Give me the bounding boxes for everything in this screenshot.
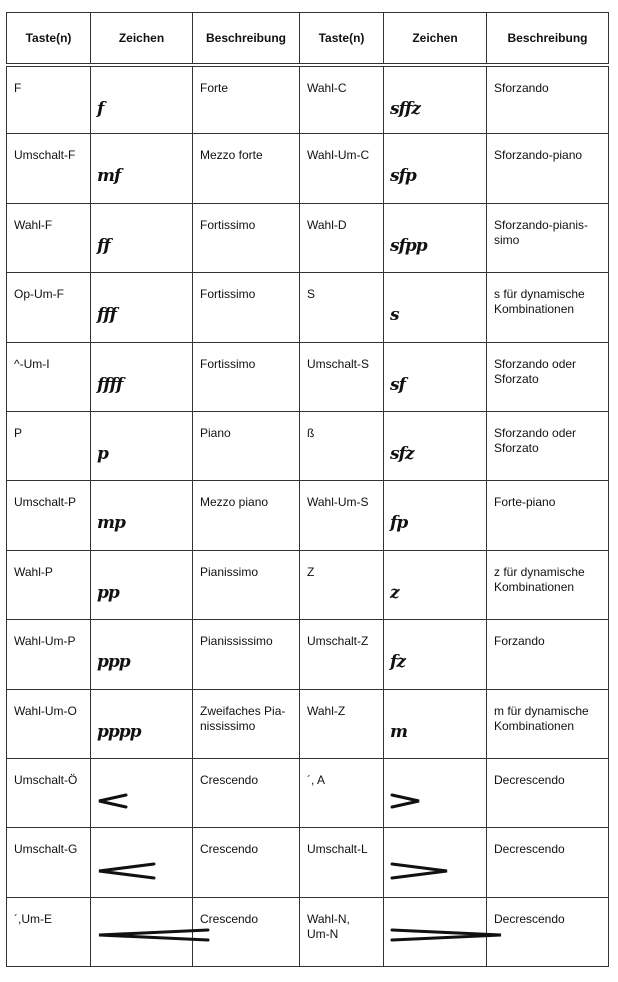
header-description: Beschreibung bbox=[193, 13, 300, 65]
description-cell bbox=[487, 550, 609, 619]
description-cell-text: Pianississimo bbox=[200, 634, 273, 649]
key-cell-text: ´, A bbox=[307, 772, 326, 787]
description-cell-text: m für dynamische Kombinationen bbox=[494, 703, 589, 733]
key-cell bbox=[300, 273, 384, 342]
table-row bbox=[7, 828, 609, 897]
symbol-cell bbox=[384, 134, 487, 203]
key-cell bbox=[7, 481, 91, 550]
key-cell bbox=[300, 758, 384, 827]
symbol-cell bbox=[91, 134, 193, 203]
description-cell-text: Decrescendo bbox=[494, 842, 565, 857]
table-row bbox=[7, 65, 609, 134]
dynamic-mark-icon: ppp bbox=[97, 652, 130, 673]
key-cell-text: S bbox=[307, 287, 316, 302]
description-cell bbox=[193, 273, 300, 342]
description-cell-text: Sforzando-piano bbox=[494, 148, 583, 163]
table-row bbox=[7, 342, 609, 411]
description-cell-text: z für dynamische Kombinationen bbox=[494, 564, 585, 594]
dynamic-mark-icon: p bbox=[97, 443, 108, 464]
dynamic-mark-icon: sfpp bbox=[390, 235, 427, 256]
description-cell-text: Sforzando-pianis- simo bbox=[494, 217, 589, 247]
key-cell-text: P bbox=[14, 425, 23, 440]
description-cell-text: Mezzo piano bbox=[200, 495, 269, 510]
key-cell bbox=[7, 342, 91, 411]
key-cell bbox=[300, 897, 384, 966]
symbol-cell bbox=[384, 897, 487, 966]
description-cell bbox=[487, 342, 609, 411]
key-cell bbox=[7, 134, 91, 203]
description-cell bbox=[193, 134, 300, 203]
table-row bbox=[7, 273, 609, 342]
symbol-cell bbox=[91, 550, 193, 619]
description-cell-text: Forte bbox=[200, 80, 229, 95]
symbol-cell bbox=[91, 620, 193, 689]
key-cell-text: Wahl-Um-O bbox=[14, 703, 77, 718]
dynamic-mark-icon: s bbox=[390, 305, 399, 326]
symbol-cell bbox=[91, 481, 193, 550]
key-cell-text: Umschalt-F bbox=[14, 148, 76, 163]
symbol-cell bbox=[384, 411, 487, 480]
key-cell bbox=[300, 481, 384, 550]
dynamic-mark-icon: fz bbox=[390, 652, 405, 673]
crescendo-hairpin-icon bbox=[97, 928, 211, 942]
symbol-cell bbox=[384, 481, 487, 550]
symbol-cell bbox=[91, 411, 193, 480]
description-cell-text: Crescendo bbox=[200, 772, 259, 787]
key-cell bbox=[7, 411, 91, 480]
table-row bbox=[7, 897, 609, 966]
key-cell bbox=[300, 65, 384, 134]
key-cell-text: ´,Um-E bbox=[14, 911, 52, 926]
description-cell bbox=[193, 550, 300, 619]
key-cell bbox=[300, 689, 384, 758]
key-cell-text: Umschalt-G bbox=[14, 842, 78, 857]
key-cell bbox=[300, 134, 384, 203]
description-cell-text: Decrescendo bbox=[494, 911, 565, 926]
key-cell-text: Wahl-Um-P bbox=[14, 634, 76, 649]
dynamic-mark-icon: m bbox=[390, 721, 407, 742]
keyboard-shortcut-table bbox=[6, 12, 609, 967]
dynamic-mark-icon: z bbox=[390, 582, 399, 603]
dynamic-mark-icon: sffz bbox=[390, 98, 420, 119]
description-cell bbox=[193, 203, 300, 272]
key-cell-text: Wahl-Um-S bbox=[307, 495, 369, 510]
header-symbol: Zeichen bbox=[91, 13, 193, 65]
key-cell bbox=[7, 620, 91, 689]
description-cell bbox=[487, 134, 609, 203]
key-cell bbox=[7, 689, 91, 758]
symbol-cell bbox=[91, 828, 193, 897]
key-cell bbox=[7, 65, 91, 134]
description-cell bbox=[487, 65, 609, 134]
dynamic-mark-icon: pp bbox=[97, 582, 119, 603]
description-cell-text: Crescendo bbox=[200, 911, 259, 926]
key-cell bbox=[7, 273, 91, 342]
table-row bbox=[7, 203, 609, 272]
symbol-cell bbox=[384, 828, 487, 897]
key-cell bbox=[300, 828, 384, 897]
symbol-cell bbox=[384, 273, 487, 342]
key-cell-text: Wahl-P bbox=[14, 564, 53, 579]
table-row bbox=[7, 758, 609, 827]
description-cell bbox=[193, 342, 300, 411]
description-cell-text: Pianissimo bbox=[200, 564, 259, 579]
description-cell bbox=[487, 273, 609, 342]
symbol-cell bbox=[384, 342, 487, 411]
key-cell bbox=[300, 620, 384, 689]
key-cell-text: ^-Um-I bbox=[14, 356, 50, 371]
header-row bbox=[7, 13, 609, 65]
description-cell-text: Zweifaches Pia- nississimo bbox=[200, 703, 286, 733]
symbol-cell bbox=[91, 65, 193, 134]
description-cell bbox=[487, 411, 609, 480]
key-cell-text: Wahl-F bbox=[14, 217, 53, 232]
description-cell-text: Fortissimo bbox=[200, 356, 256, 371]
key-cell bbox=[7, 203, 91, 272]
description-cell-text: Mezzo forte bbox=[200, 148, 263, 163]
key-cell-text: Op-Um-F bbox=[14, 287, 64, 302]
table-row bbox=[7, 411, 609, 480]
key-cell-text: Wahl-Um-C bbox=[307, 148, 370, 163]
key-cell bbox=[300, 342, 384, 411]
key-cell-text: Wahl-Z bbox=[307, 703, 346, 718]
symbol-cell bbox=[91, 342, 193, 411]
table-row bbox=[7, 689, 609, 758]
decrescendo-hairpin-icon bbox=[390, 793, 422, 809]
description-cell-text: Piano bbox=[200, 425, 231, 440]
table-row bbox=[7, 620, 609, 689]
symbol-cell bbox=[384, 620, 487, 689]
key-cell-text: Umschalt-Z bbox=[307, 634, 369, 649]
table-row bbox=[7, 550, 609, 619]
dynamic-mark-icon: fff bbox=[97, 305, 116, 326]
description-cell bbox=[193, 620, 300, 689]
description-cell bbox=[193, 411, 300, 480]
key-cell-text: Wahl-C bbox=[307, 80, 347, 95]
symbol-cell bbox=[384, 65, 487, 134]
dynamic-mark-icon: sfz bbox=[390, 443, 414, 464]
key-cell-text: ß bbox=[307, 425, 315, 440]
symbol-cell bbox=[91, 758, 193, 827]
description-cell-text: Sforzando bbox=[494, 80, 549, 95]
dynamic-mark-icon: ff bbox=[97, 235, 110, 256]
description-cell bbox=[487, 620, 609, 689]
description-cell bbox=[487, 689, 609, 758]
description-cell bbox=[487, 828, 609, 897]
description-cell-text: Fortissimo bbox=[200, 217, 256, 232]
key-cell bbox=[7, 897, 91, 966]
description-cell bbox=[487, 758, 609, 827]
key-cell bbox=[7, 550, 91, 619]
dynamic-mark-icon: ffff bbox=[97, 374, 123, 395]
table-row bbox=[7, 134, 609, 203]
key-cell bbox=[7, 828, 91, 897]
description-cell-text: Forzando bbox=[494, 634, 545, 649]
header-keys: Taste(n) bbox=[7, 13, 91, 65]
key-cell-text: Umschalt-Ö bbox=[14, 772, 78, 787]
symbol-cell bbox=[91, 203, 193, 272]
key-cell bbox=[300, 411, 384, 480]
symbol-cell bbox=[91, 273, 193, 342]
description-cell-text: Crescendo bbox=[200, 842, 259, 857]
dynamic-mark-icon: fp bbox=[390, 513, 408, 534]
symbol-cell bbox=[384, 689, 487, 758]
dynamic-mark-icon: sfp bbox=[390, 166, 416, 187]
description-cell bbox=[487, 203, 609, 272]
symbol-cell bbox=[91, 897, 193, 966]
crescendo-hairpin-icon bbox=[97, 793, 129, 809]
description-cell-text: s für dynamische Kombinationen bbox=[494, 287, 585, 317]
description-cell bbox=[193, 689, 300, 758]
header-description: Beschreibung bbox=[487, 13, 609, 65]
key-cell bbox=[7, 758, 91, 827]
symbol-cell bbox=[384, 758, 487, 827]
key-cell-text: Wahl-D bbox=[307, 217, 347, 232]
description-cell-text: Sforzando oder Sforzato bbox=[494, 425, 577, 455]
decrescendo-hairpin-icon bbox=[390, 928, 504, 942]
table-row bbox=[7, 481, 609, 550]
key-cell-text: Umschalt-S bbox=[307, 356, 370, 371]
key-cell bbox=[300, 550, 384, 619]
key-cell-text: Umschalt-L bbox=[307, 842, 368, 857]
key-cell-text: Wahl-N, Um-N bbox=[307, 911, 350, 941]
crescendo-hairpin-icon bbox=[97, 862, 157, 880]
symbol-cell bbox=[384, 203, 487, 272]
dynamic-mark-icon: sf bbox=[390, 374, 405, 395]
description-cell bbox=[487, 481, 609, 550]
dynamic-mark-icon: f bbox=[97, 98, 104, 119]
header-keys: Taste(n) bbox=[300, 13, 384, 65]
decrescendo-hairpin-icon bbox=[390, 862, 450, 880]
description-cell bbox=[193, 828, 300, 897]
key-cell-text: Z bbox=[307, 564, 315, 579]
key-cell bbox=[300, 203, 384, 272]
description-cell bbox=[487, 897, 609, 966]
header-symbol: Zeichen bbox=[384, 13, 487, 65]
dynamic-mark-icon: mp bbox=[97, 513, 125, 534]
description-cell-text: Forte-piano bbox=[494, 495, 556, 510]
description-cell bbox=[193, 481, 300, 550]
description-cell-text: Fortissimo bbox=[200, 287, 256, 302]
key-cell-text: Umschalt-P bbox=[14, 495, 77, 510]
dynamic-mark-icon: mf bbox=[97, 166, 121, 187]
dynamic-mark-icon: pppp bbox=[97, 721, 141, 742]
symbol-cell bbox=[91, 689, 193, 758]
symbol-cell bbox=[384, 550, 487, 619]
description-cell-text: Sforzando oder Sforzato bbox=[494, 356, 577, 386]
description-cell bbox=[193, 65, 300, 134]
description-cell bbox=[193, 758, 300, 827]
key-cell-text: F bbox=[14, 80, 22, 95]
description-cell-text: Decrescendo bbox=[494, 772, 565, 787]
